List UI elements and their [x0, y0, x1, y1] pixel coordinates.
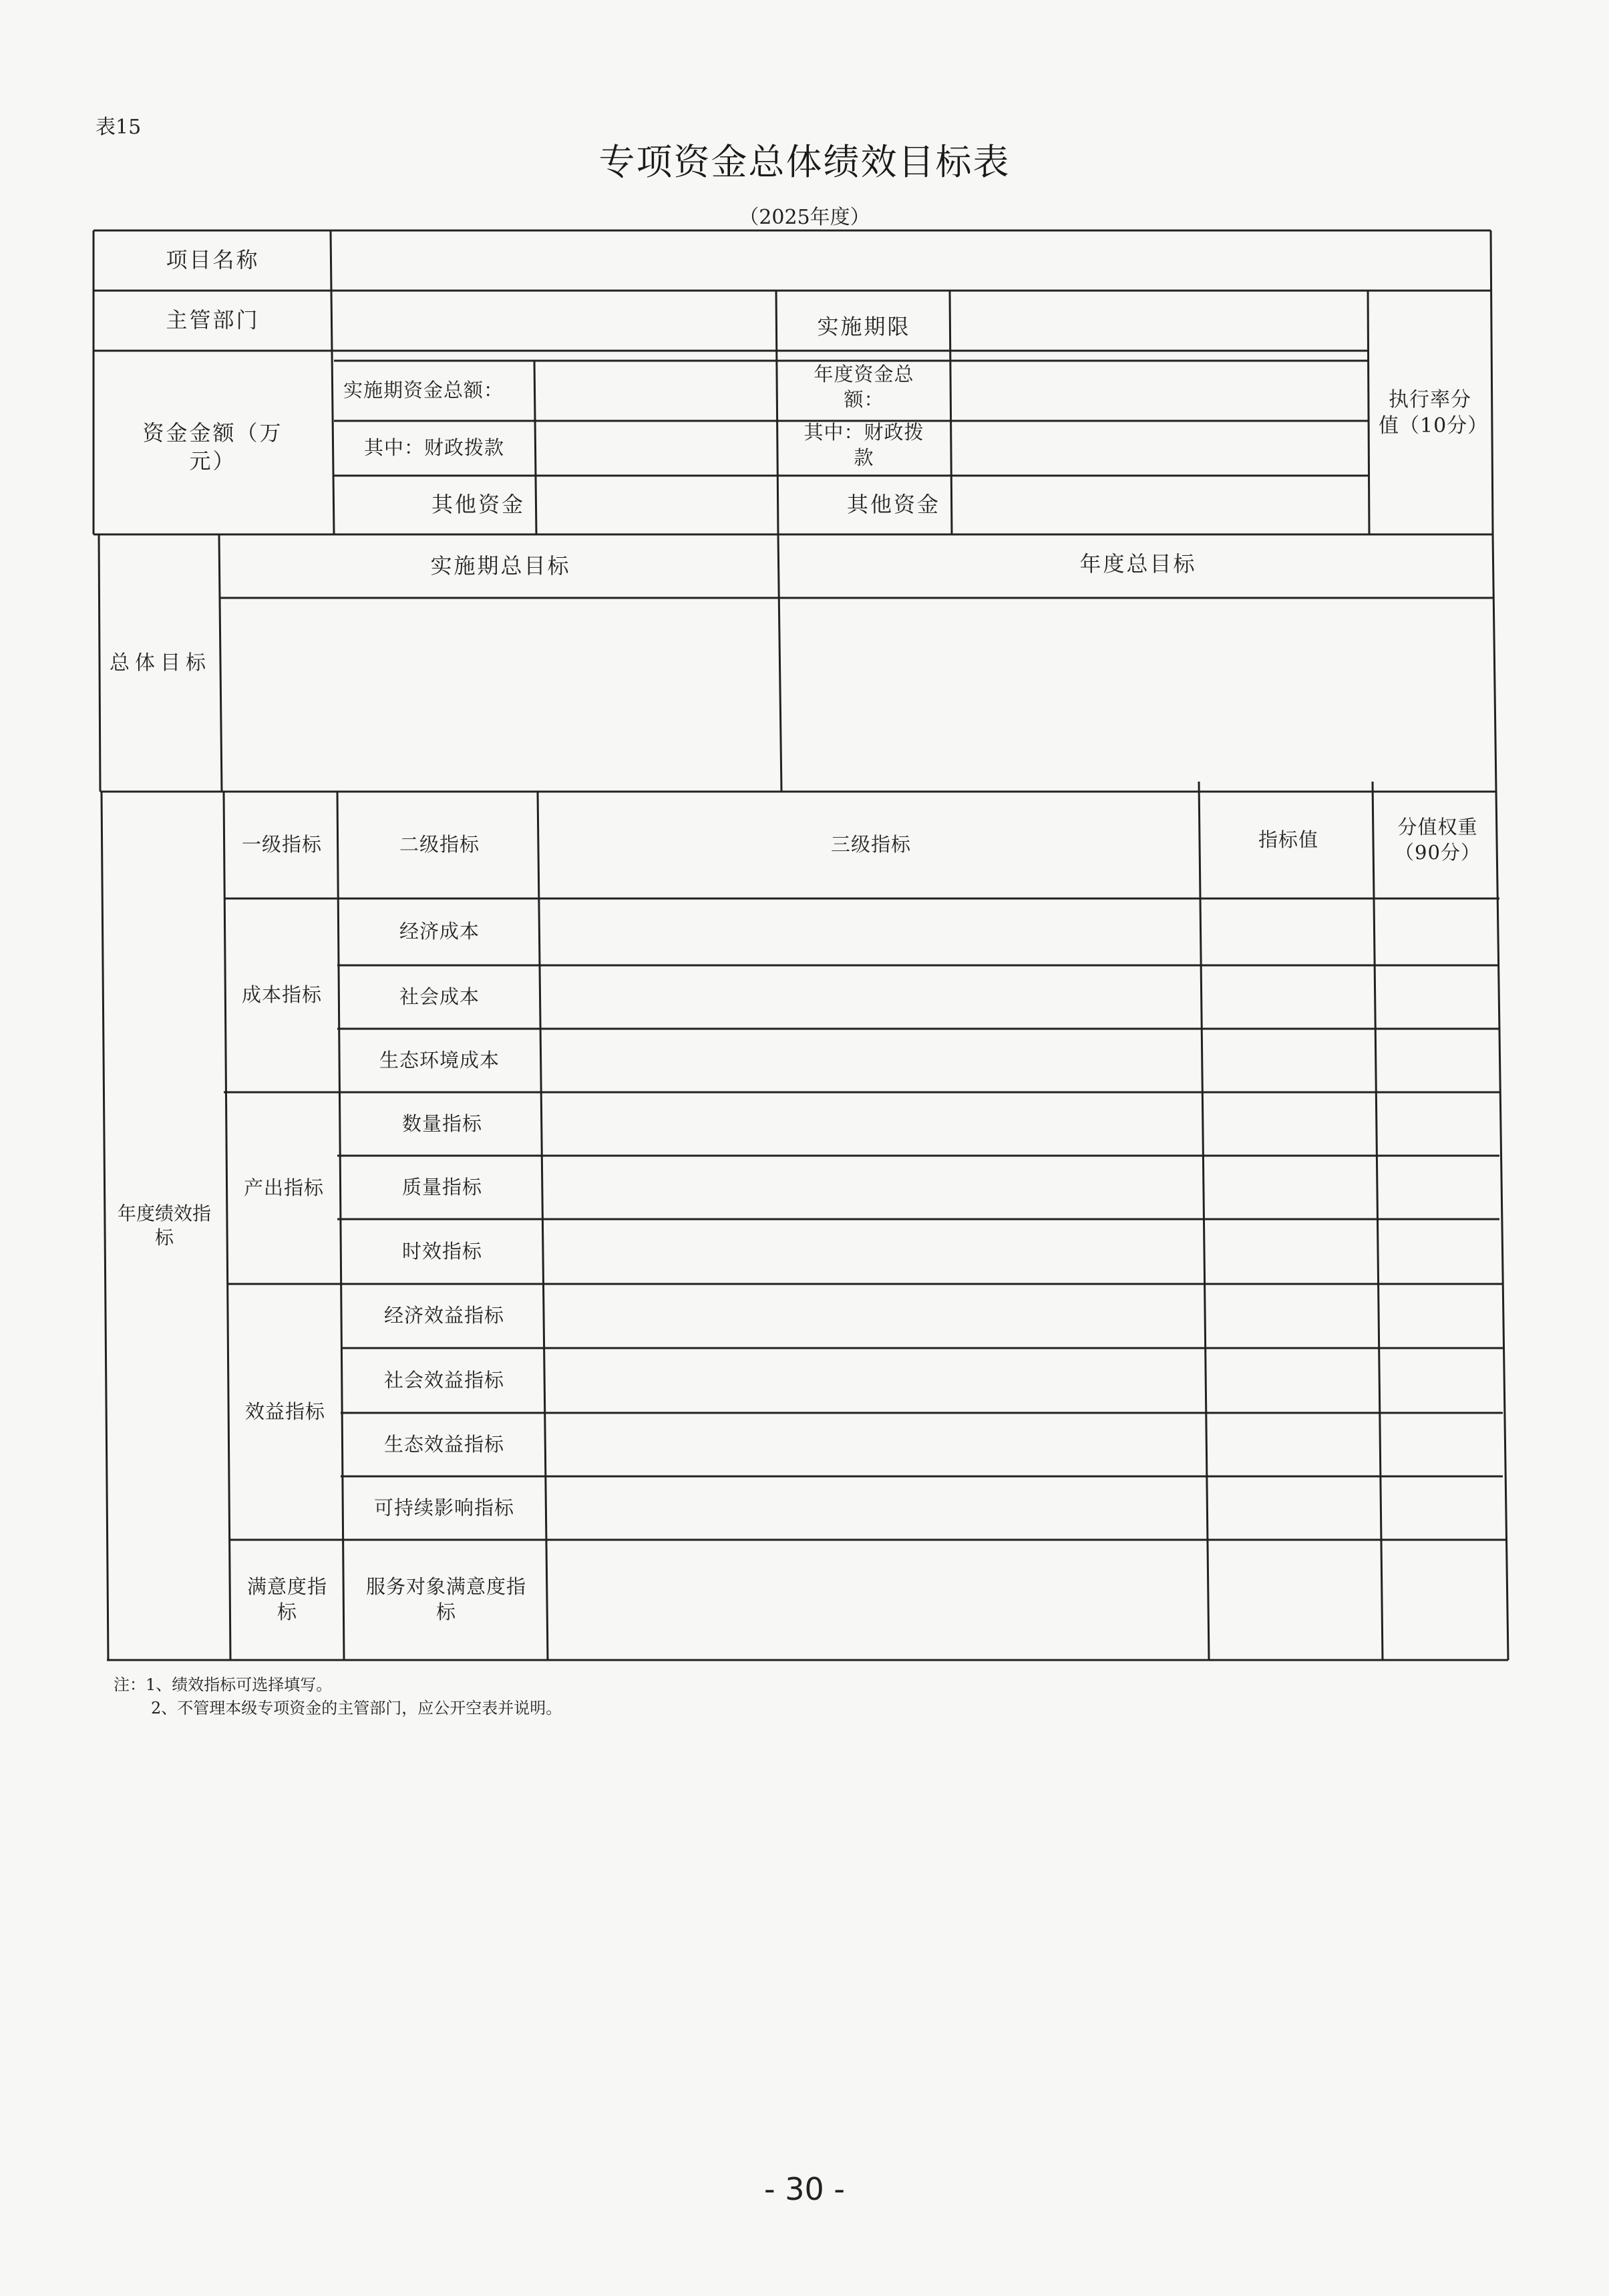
fiscal-field-right[interactable]: [952, 421, 1368, 476]
group-output-label: 产出指标: [243, 1176, 324, 1199]
notes: [114, 1673, 562, 1720]
item-social-benefit: 社会效益指标: [383, 1368, 504, 1391]
note-line-2: 2、不管理本级专项资金的主管部门，应公开空表并说明。: [151, 1698, 562, 1717]
item-economic-cost: 经济成本: [399, 920, 480, 943]
project-name-label: 项目名称: [166, 247, 260, 273]
item-quality: 质量指标: [401, 1175, 482, 1198]
note-line-1: 注：1、绩效指标可选择填写。: [114, 1675, 333, 1694]
overall-goal-label: 总体目标: [110, 651, 211, 675]
department-label: 主管部门: [166, 307, 260, 333]
col-level1-header: 一级指标: [241, 833, 322, 856]
funds-label: 资金金额（万元）: [142, 420, 283, 474]
item-eco-env-cost: 生态环境成本: [379, 1048, 500, 1072]
annual-goal-field[interactable]: [781, 598, 1495, 792]
item-economic-benefit: 经济效益指标: [383, 1304, 504, 1327]
period-total-label: 实施期资金总额：: [343, 379, 504, 402]
other-funds-label-right: 其他资金: [846, 492, 940, 518]
exec-rate-label: 执行率分值（10分）: [1379, 387, 1489, 438]
department-field[interactable]: [334, 291, 776, 357]
annual-total-label: 年度资金总额：: [814, 363, 914, 411]
period-field[interactable]: [952, 294, 1368, 361]
project-name-field[interactable]: [334, 230, 1489, 291]
group-cost-label: 成本指标: [241, 983, 322, 1007]
group-satisfaction-label: 满意度指标: [246, 1575, 327, 1623]
period-goal-field[interactable]: [222, 598, 779, 792]
period-goal-label: 实施期总目标: [430, 552, 571, 579]
year-subtitle: （2025年度）: [739, 206, 870, 229]
fiscal-label: 其中：财政拨款: [363, 436, 504, 460]
col-value-header: 指标值: [1258, 828, 1318, 851]
other-funds-field[interactable]: [536, 476, 776, 534]
page-title: 专项资金总体绩效目标表: [598, 141, 1011, 183]
item-service-satisfaction: 服务对象满意度指标: [365, 1575, 526, 1623]
annual-indicator-label: 年度绩效指标: [117, 1202, 211, 1249]
col-level2-header: 二级指标: [399, 833, 480, 856]
col-level3-header: 三级指标: [830, 833, 911, 856]
item-quantity: 数量指标: [401, 1112, 482, 1135]
period-total-field[interactable]: [536, 361, 776, 421]
annual-total-field[interactable]: [952, 361, 1368, 421]
period-label: 实施期限: [817, 314, 911, 340]
fiscal-field[interactable]: [536, 421, 776, 476]
table-label: 表15: [96, 116, 142, 139]
item-social-cost: 社会成本: [399, 985, 480, 1008]
annual-goal-label: 年度总目标: [1079, 551, 1197, 577]
col-weight-header: 分值权重（90分）: [1395, 815, 1481, 864]
page-number: - 30 -: [764, 2171, 845, 2207]
other-funds-field-right[interactable]: [952, 476, 1368, 534]
group-benefit-label: 效益指标: [244, 1400, 325, 1423]
item-sustainable-impact: 可持续影响指标: [373, 1496, 514, 1519]
other-funds-label: 其他资金: [431, 492, 525, 518]
fiscal-label-right: 其中：财政拨款: [803, 421, 924, 469]
item-timeliness: 时效指标: [401, 1239, 482, 1263]
item-eco-benefit: 生态效益指标: [383, 1432, 504, 1456]
